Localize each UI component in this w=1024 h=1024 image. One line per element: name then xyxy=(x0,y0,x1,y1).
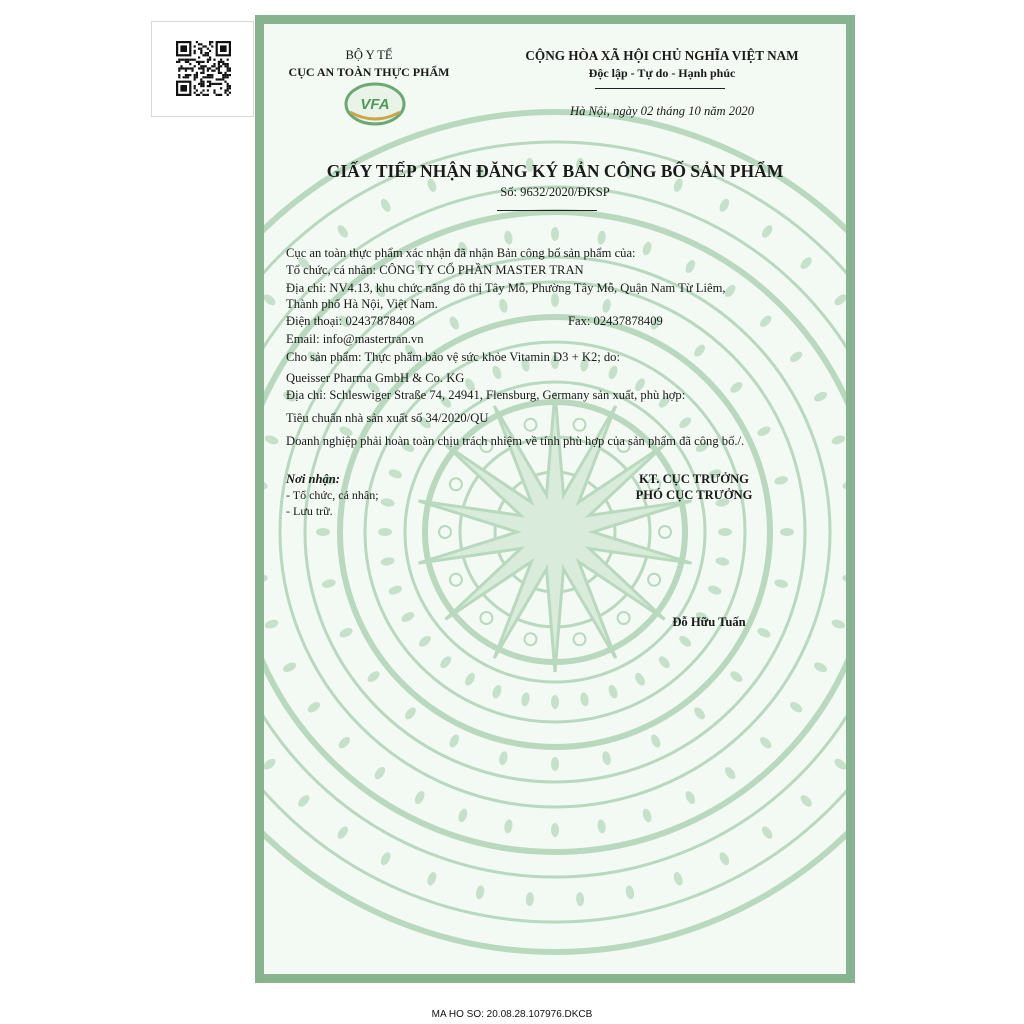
title-underline xyxy=(497,210,597,211)
recipient-item: - Lưu trữ. xyxy=(286,504,333,518)
organization-line: Tổ chức, cá nhân: CÔNG TY CỔ PHẦN MASTER TRAN xyxy=(286,263,584,277)
signer-name: Đỗ Hữu Tuấn xyxy=(672,615,746,629)
address-line-2: Thành phố Hà Nội, Việt Nam. xyxy=(286,297,438,311)
manufacturer-line: Queisser Pharma GmbH & Co. KG xyxy=(286,371,465,385)
fax-line: Fax: 02437878409 xyxy=(568,314,663,328)
email-line: Email: info@mastertran.vn xyxy=(286,332,424,346)
place-date: Hà Nội, ngày 02 tháng 10 năm 2020 xyxy=(569,104,754,118)
responsibility-line: Doanh nghiệp phải hoàn toàn chịu trách nhiệm về tính phù hợp của sản phẩm đã công bố./. xyxy=(286,434,745,448)
recipients-heading: Nơi nhận: xyxy=(286,472,341,486)
address-line: Địa chỉ: NV4.13, khu chức năng đô thị Tây Mỗ, Phường Tây Mỗ, Quận Nam Từ Liêm, xyxy=(286,281,726,295)
recipient-item: - Tổ chức, cá nhân; xyxy=(286,488,379,502)
department-name: CỤC AN TOÀN THỰC PHẨM xyxy=(288,65,450,79)
ministry-name: BỘ Y TẾ xyxy=(345,48,393,62)
national-motto: Độc lập - Tự do - Hạnh phúc xyxy=(588,66,736,80)
qr-code xyxy=(151,21,254,117)
certificate-number: Số: 9632/2020/ĐKSP xyxy=(500,185,610,199)
signer-role: KT. CỤC TRƯỞNG xyxy=(639,472,749,486)
qr-code-icon xyxy=(172,40,232,96)
phone-line: Điện thoại: 02437878408 xyxy=(286,314,415,328)
certificate-frame xyxy=(255,15,855,983)
standard-line: Tiêu chuẩn nhà sản xuất số 34/2020/QU xyxy=(286,411,489,425)
svg-text:VFA: VFA xyxy=(360,96,390,113)
signer-title: PHÓ CỤC TRƯỞNG xyxy=(635,488,753,502)
certificate-title: GIẤY TIẾP NHẬN ĐĂNG KÝ BẢN CÔNG BỐ SẢN PHẨM xyxy=(326,161,784,181)
motto-underline xyxy=(595,88,725,89)
certificate-sheet xyxy=(264,24,846,974)
manufacturer-address-line: Địa chỉ: Schleswiger Straße 74, 24941, Flensburg, Germany sản xuất, phù hợp: xyxy=(286,388,686,402)
vfa-logo xyxy=(344,82,406,126)
dossier-code: MA HO SO: 20.08.28.107976.DKCB xyxy=(431,1009,593,1020)
body-line: Cục an toàn thực phẩm xác nhận đã nhận Bản công bố sản phẩm của: xyxy=(286,246,636,260)
product-line: Cho sản phẩm: Thực phẩm bảo vệ sức khỏe Vitamin D3 + K2; do: xyxy=(286,350,620,364)
country-name: CỘNG HÒA XÃ HỘI CHỦ NGHĨA VIỆT NAM xyxy=(525,48,799,63)
